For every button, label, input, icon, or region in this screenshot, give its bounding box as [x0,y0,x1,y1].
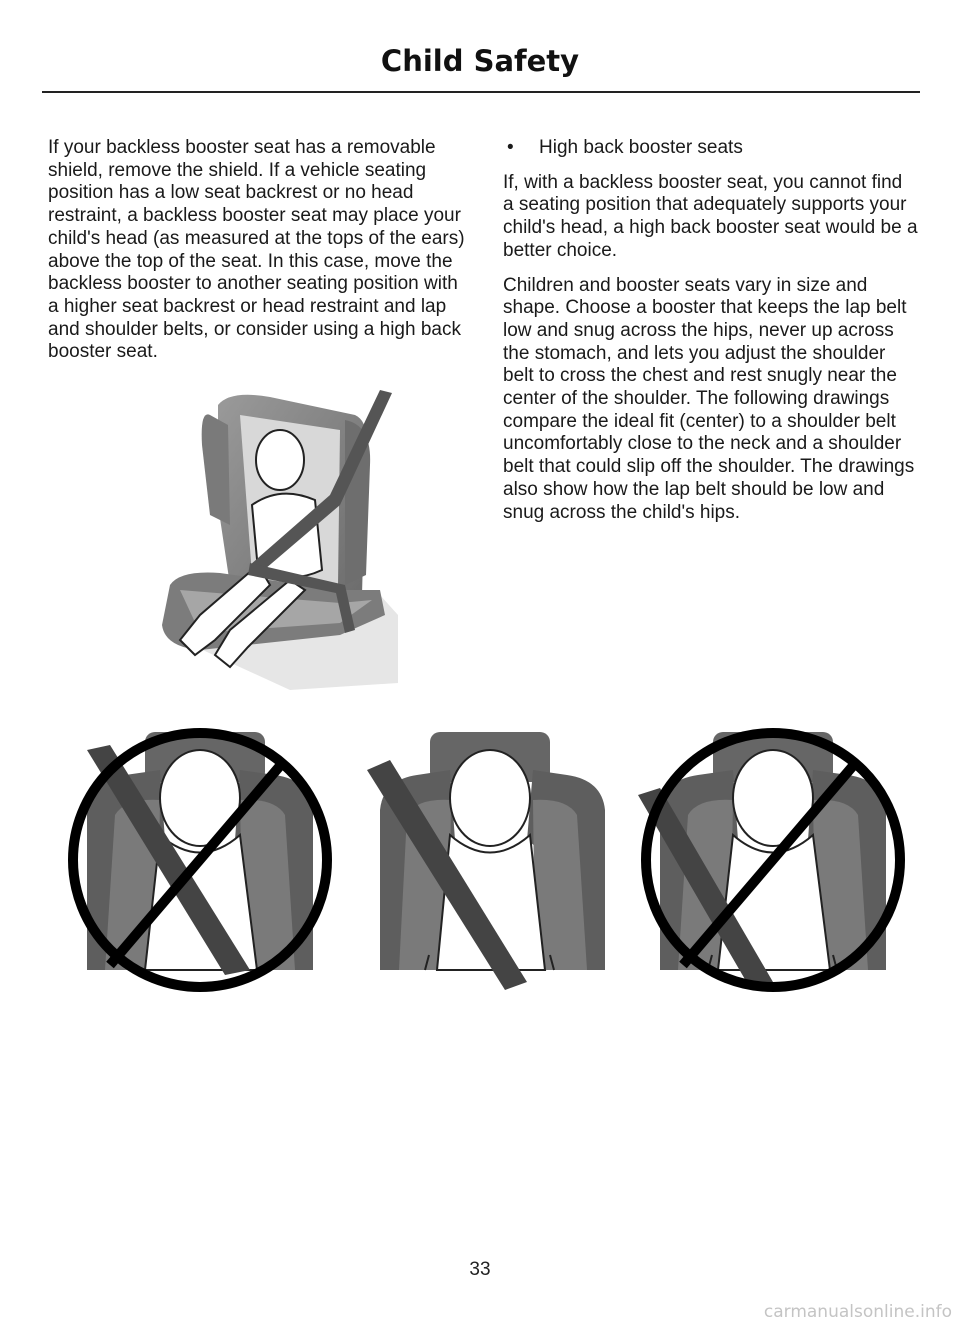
left-paragraph-1: If your backless booster seat has a removable shield, remove the shield. If a vehicle seating position has a low seat backrest or no head restraint, a backless booster seat may place your child's head (as measured at the tops of the ears) above the top of the seat. In this case, move the backless booster to another seating position with a higher seat backrest or head restraint and lap and shoulder belts, or consider using a high back booster seat. [48,137,465,363]
watermark-link[interactable]: carmanualsonline.info [763,1302,952,1322]
belt-ideal-fit-illustration [355,720,625,995]
left-column [48,137,468,376]
right-column [503,137,918,536]
high-back-booster-seat-illustration [140,385,400,690]
bullet-text: High back booster seats [539,137,743,158]
page-number: 33 [469,1259,491,1280]
bullet-item [503,137,918,160]
header-divider [42,91,920,93]
right-paragraph-2: Children and booster seats vary in size and shape. Choose a booster that keeps the lap belt low and snug across the hips, never up across the stomach, and lets you adjust the shoulder belt to cross the chest and rest snugly near the center of the shoulder. The following drawings compare the ideal fit (center) to a shoulder belt uncomfortably close to the neck and a shoulder belt that could slip off the shoulder. The drawings also show how the lap belt should be low and snug across the child's hips. [503,274,915,523]
page-title: Child Safety [380,44,580,78]
belt-too-close-to-neck-illustration [65,720,335,995]
bullet-marker: • [507,137,514,158]
right-paragraph-1: If, with a backless booster seat, you cannot find a seating position that adequately supports your child's head, a high back booster seat would be a better choice. [503,171,918,261]
belt-slip-off-shoulder-illustration [638,720,908,995]
